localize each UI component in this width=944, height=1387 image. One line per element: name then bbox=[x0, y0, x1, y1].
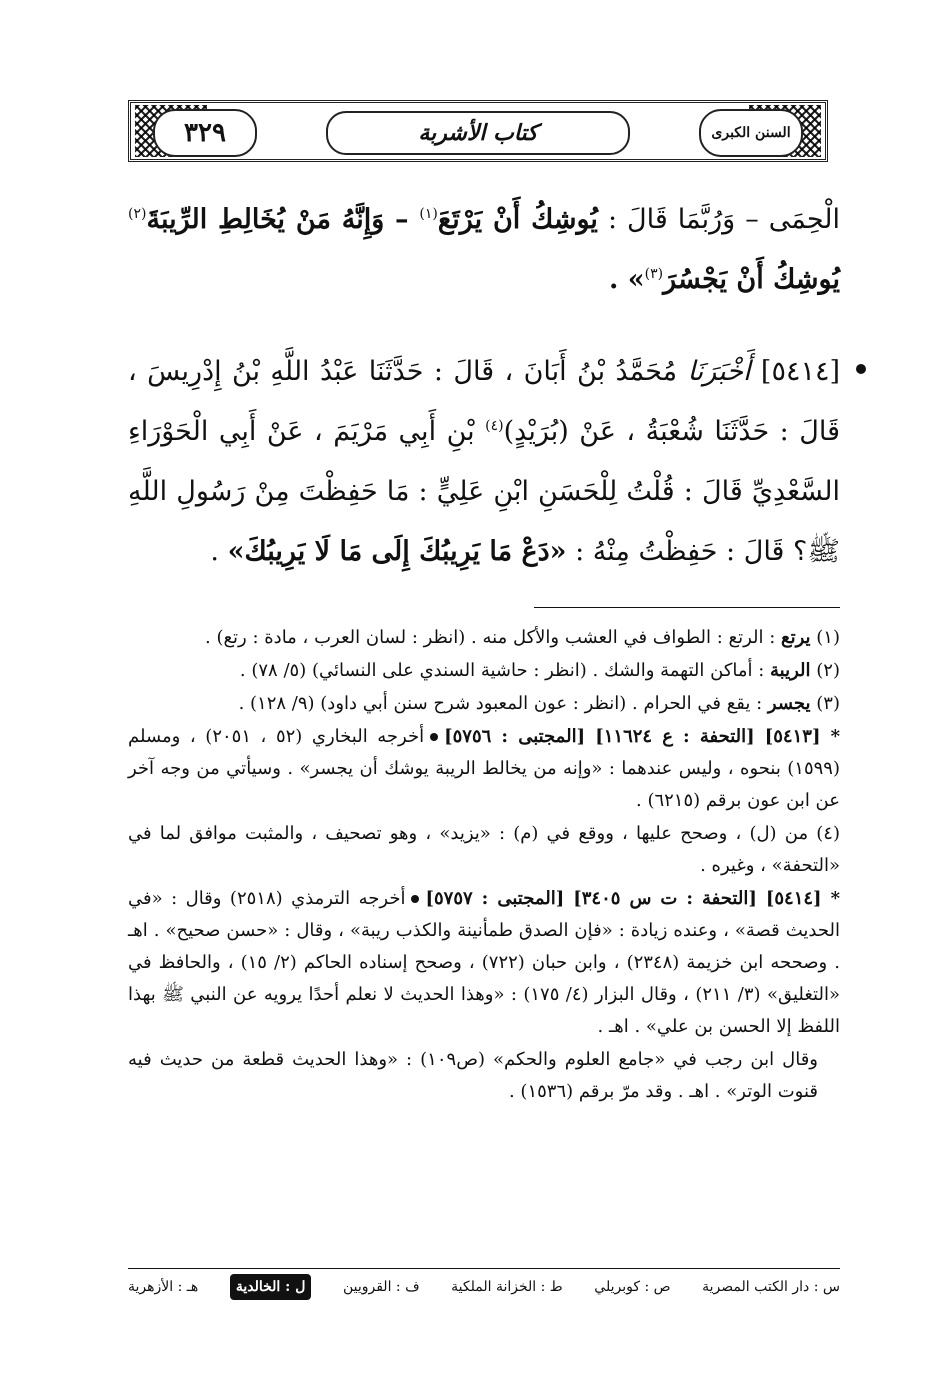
running-header bbox=[128, 100, 828, 162]
footnote-text: من (ل) ، وصحح عليها ، ووقع في (م) : «يزيد» ، وهو تصحيف ، والمثبت موافق لما في «التحفة» ، وغيره . bbox=[128, 823, 840, 876]
chapter-title: كتاب الأشربة bbox=[326, 111, 630, 155]
takhrij-text: أخرجه البخاري (٥٢ ، ٢٠٥١) ، ومسلم (١٥٩٩) بنحوه ، وليس عندهما : «وإنه من يخالط الريبة يوشك أن يجسر» . وسيأتي من وجه آخر عن ابن عون برقم (٦٢١٥) . bbox=[128, 726, 840, 811]
bullet-icon bbox=[856, 364, 866, 374]
footnotes bbox=[128, 622, 840, 1109]
prophetic-text: «دَعْ مَا يَرِيبُكَ إِلَى مَا لَا يَرِيبُكَ» bbox=[227, 536, 567, 567]
star-icon: * bbox=[820, 726, 840, 747]
takhrij-5413 bbox=[128, 721, 840, 817]
bullet-icon bbox=[430, 733, 438, 741]
siglum-ta: ط : الخزانة الملكية bbox=[451, 1279, 563, 1295]
footnote-ref-4[interactable]: (٤) bbox=[485, 418, 504, 434]
footnote-number: (٢) bbox=[810, 660, 840, 681]
main-text bbox=[128, 190, 840, 582]
footnote-1 bbox=[128, 622, 840, 654]
hadith-continuation bbox=[128, 190, 840, 310]
footnote-number: (٣) bbox=[810, 693, 840, 714]
prophetic-text: يُوشِكُ أَنْ يَرْتَعَ bbox=[437, 204, 598, 235]
footnote-term: الريبة bbox=[770, 660, 811, 681]
prophetic-text: يُوشِكُ أَنْ يَجْسُرَ bbox=[663, 264, 840, 295]
siglum-sad: ص : كوبريلي bbox=[594, 1279, 671, 1295]
star-icon: * bbox=[821, 888, 840, 909]
isnad-opening: أَخْبَرَنَا bbox=[687, 356, 751, 387]
takhrij-refs: [٥٤١٣] [التحفة : ع ١١٦٢٤] [المجتبى : ٥٧٥٦] bbox=[444, 726, 821, 747]
footnote-4 bbox=[128, 818, 840, 882]
isnad-text: مُحَمَّدُ بْنُ أَبَانَ ، قَالَ : حَدَّثَنَا عَبْدُ اللَّهِ بْنُ إِدْرِيسَ ، قَالَ : حَدَّثَنَا شُعْبَةُ ، عَنْ (بُرَيْدٍ) bbox=[128, 356, 840, 447]
text-segment: » . bbox=[608, 264, 645, 295]
prophetic-text: – وَإِنَّهُ مَنْ يُخَالِطِ الرِّيبَةَ bbox=[146, 204, 420, 235]
text-segment: الْحِمَى – وَرُبَّمَا قَالَ : bbox=[597, 204, 840, 235]
text-segment: . bbox=[210, 536, 228, 567]
footnote-ref-2[interactable]: (٢) bbox=[128, 206, 147, 222]
takhrij-text: أخرجه الترمذي (٢٥١٨) وقال : «في الحديث قصة» ، وعنده زيادة : «فإن الصدق طمأنينة والكذب ريبة» ، وقال : «حسن صحيح» . اهـ . وصححه ابن خزيمة (٢٣٤٨) ، وابن حبان (٧٢٢) ، وصحح إسناده الحاكم (٢/ ١٥) ، والحافظ في «التغليق» (٣/ ٢١١) ، وقال البزار (٤/ ١٧٥) : «وهذا الحديث لا نعلم أحدًا يرويه عن النبي ﷺ بهذا اللفظ إلا الحسن بن علي» . اهـ . bbox=[128, 888, 840, 1037]
hadith-5414 bbox=[128, 342, 840, 582]
page-number: ٣٢٩ bbox=[153, 109, 257, 157]
footnote-text: : يقع في الحرام . (انظر : عون المعبود شرح سنن أبي داود) (٩/ ١٢٨) . bbox=[238, 693, 768, 714]
footnote-ref-3[interactable]: (٣) bbox=[644, 266, 664, 282]
siglum-ha: هـ : الأزهرية bbox=[128, 1279, 199, 1295]
siglum-lam: ل : الخالدية bbox=[230, 1274, 312, 1300]
siglum-s: س : دار الكتب المصرية bbox=[702, 1279, 840, 1295]
bottom-separator bbox=[128, 1268, 840, 1269]
bullet-icon bbox=[411, 895, 419, 903]
takhrij-5414 bbox=[128, 883, 840, 1043]
footnote-text: : أماكن التهمة والشك . (انظر : حاشية السندي على النسائي) (٥/ ٧٨) . bbox=[239, 660, 771, 681]
siglum-fa: ف : القرويين bbox=[342, 1279, 420, 1295]
footnote-term: يجسر bbox=[767, 693, 811, 714]
footnote-ref-1[interactable]: (١) bbox=[419, 206, 438, 222]
footnote-number: (٤) bbox=[808, 823, 840, 844]
footnote-number: (١) bbox=[810, 627, 840, 648]
manuscript-key bbox=[128, 1274, 840, 1300]
takhrij-5414-continued: وقال ابن رجب في «جامع العلوم والحكم» (ص١٠٩) : «وهذا الحديث قطعة من حديث فيه قنوت الوتر» . اهـ . وقد مرّ برقم (١٥٣٦) . bbox=[128, 1049, 818, 1102]
footnote-term: يرتع bbox=[781, 627, 811, 648]
footnote-separator bbox=[534, 607, 840, 608]
footnote-3 bbox=[128, 688, 840, 720]
isnad-text: بْنِ أَبِي مَرْيَمَ ، عَنْ أَبِي الْحَوْرَاءِ السَّعْدِيِّ قَالَ : قُلْتُ لِلْحَسَنِ ابْنِ عَلِيٍّ : مَا حَفِظْتَ مِنْ رَسُولِ اللَّهِ ﷺ؟ قَالَ : حَفِظْتُ مِنْهُ : bbox=[128, 416, 840, 567]
book-logo: السنن الكبرى bbox=[699, 109, 803, 157]
takhrij-refs: [٥٤١٤] [التحفة : ت س ٣٤٠٥] [المجتبى : ٥٧٥٧] bbox=[425, 888, 822, 909]
hadith-number: [٥٤١٤] bbox=[750, 356, 840, 387]
footnote-text: : الرتع : الطواف في العشب والأكل منه . (انظر : لسان العرب ، مادة : رتع) . bbox=[205, 627, 782, 648]
footnote-2 bbox=[128, 655, 840, 687]
